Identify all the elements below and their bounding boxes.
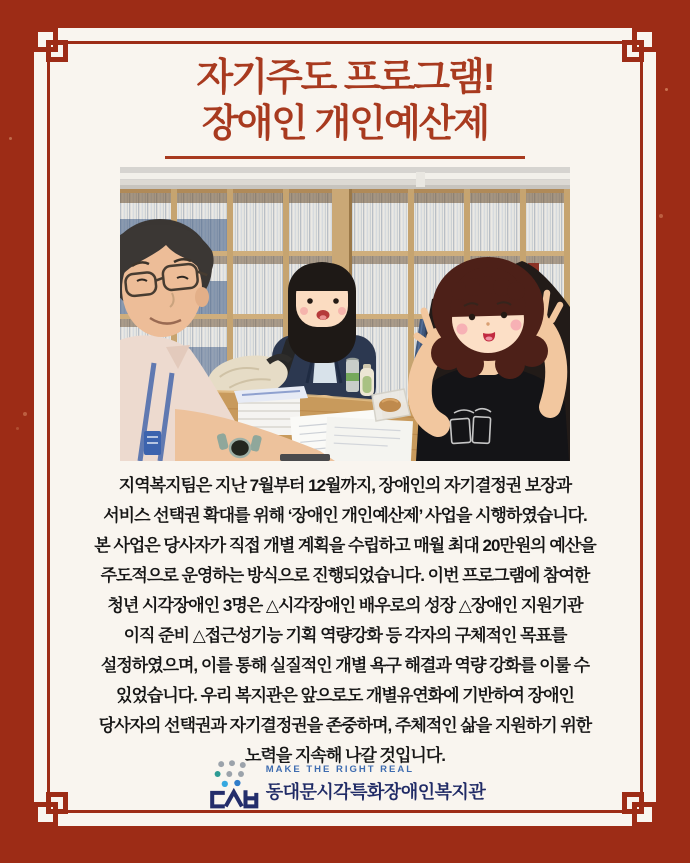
article-line: 있었습니다. 우리 복지관은 앞으로도 개별유연화에 기반하여 장애인	[116, 686, 574, 705]
org-logo-mark-icon	[205, 754, 259, 812]
article-line: 이직 준비 △접근성기능 기획 역량강화 등 각자의 구체적인 목표를	[123, 626, 567, 645]
article-line: 주도적으로 운영하는 방식으로 진행되었습니다. 이번 프로그램에 참여한	[100, 566, 590, 585]
org-name: 동대문시각특화장애인복지관	[265, 782, 486, 802]
program-photo	[120, 167, 570, 461]
article-text	[44, 471, 646, 771]
article-line: 설정하였으며, 이를 통해 실질적인 개별 욕구 해결과 역량 강화를 이룰 수	[100, 656, 590, 675]
title-line-1: 자기주도 프로그램!	[196, 57, 494, 99]
article-line: 지역복지팀은 지난 7월부터 12월까지, 장애인의 자기결정권 보장과	[118, 476, 572, 495]
frame-speck	[665, 88, 668, 91]
title-underline	[165, 156, 525, 159]
frame-speck	[659, 214, 663, 218]
frame-speck	[9, 137, 12, 140]
article-line: 당사자의 선택권과 자기결정권을 존중하며, 주체적인 삶을 지원하기 위한	[98, 716, 592, 735]
org-slogan: MAKE THE RIGHT REAL	[265, 764, 415, 775]
org-logo	[34, 754, 656, 812]
title-line-2: 장애인 개인예산제	[201, 103, 489, 145]
photo-snack-bag	[372, 389, 410, 421]
page-title	[34, 55, 656, 147]
frame-speck	[23, 412, 27, 416]
article-line: 청년 시각장애인 3명은 △시각장애인 배우로의 성장 △장애인 지원기관	[107, 596, 583, 615]
article-line: 노력을 지속해 나갈 것입니다.	[245, 746, 445, 765]
frame-speck	[16, 427, 19, 430]
photo-participant-right	[416, 257, 570, 461]
article-line: 본 사업은 당사자가 직접 개별 계획을 수립하고 매월 최대 20만원의 예산을	[94, 536, 596, 555]
poster-panel	[34, 28, 656, 826]
article-line: 서비스 선택권 확대를 위해 ‘장애인 개인예산제’ 사업을 시행하였습니다.	[103, 506, 587, 525]
